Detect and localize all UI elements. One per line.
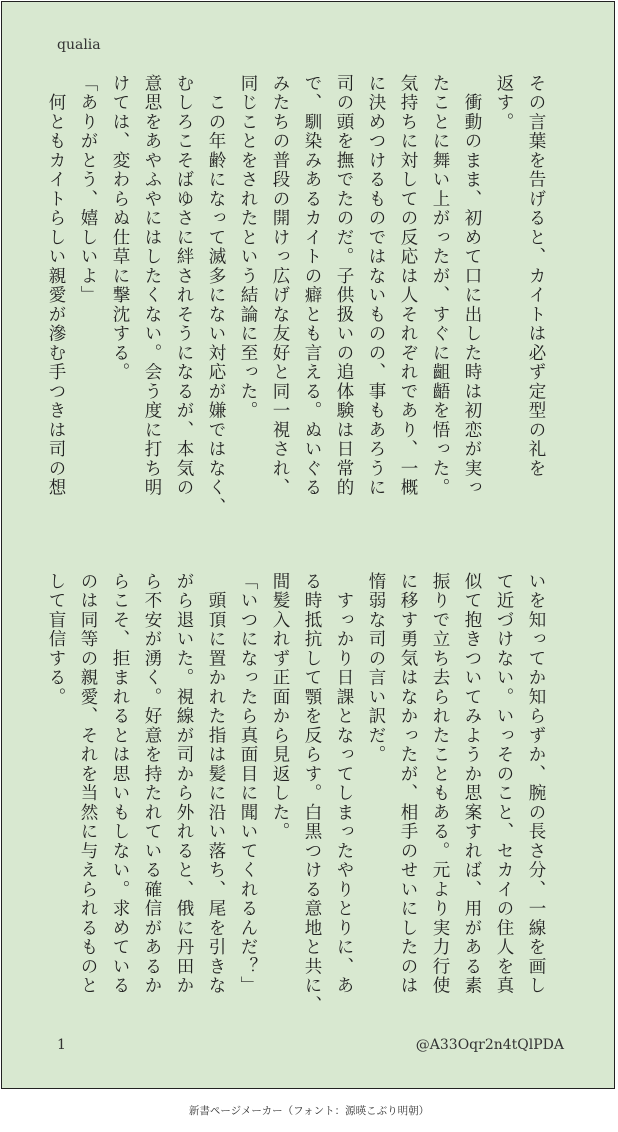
text-line: たことに舞い上がったが、すぐに齟齬を悟った。 bbox=[430, 74, 450, 498]
text-line: ら不安が湧く。好意を持たれている確信があるか bbox=[142, 572, 162, 996]
text-line: 振りで立ち去られたこともある。元より実力行使 bbox=[430, 572, 450, 996]
text-line: る時抵抗して顎を反らす。白黒つける意地と共に、 bbox=[302, 572, 322, 1015]
text-line: けては、変わらぬ仕草に撃沈する。 bbox=[110, 74, 130, 382]
text-line: 「いつになったら真面目に聞いてくれるんだ？」 bbox=[238, 572, 258, 996]
page-header-title: qualia bbox=[57, 37, 101, 53]
text-line: がら退いた。視線が司から外れると、俄に丹田か bbox=[174, 572, 194, 996]
text-line: 惰弱な司の言い訳だ。 bbox=[366, 572, 386, 765]
page-number: 1 bbox=[57, 1037, 66, 1053]
text-line: に決めつけるものではないものの、事もあろうに bbox=[366, 74, 386, 498]
text-line: で、馴染みあるカイトの癖とも言える。ぬいぐる bbox=[302, 74, 322, 498]
book-page bbox=[1, 1, 615, 1089]
text-line: 気持ちに対しての反応は人それぞれであり、一概 bbox=[398, 74, 418, 498]
text-line: 「ありがとう、嬉しいよ」 bbox=[78, 74, 98, 305]
text-line: らこそ、拒まれるとは思いもしない。求めている bbox=[110, 572, 130, 996]
text-line: その言葉を告げると、カイトは必ず定型の礼を bbox=[526, 74, 546, 479]
text-line: 似て抱きついてみようか思案すれば、用がある素 bbox=[462, 572, 482, 996]
text-line: 何ともカイトらしい親愛が滲む手つきは司の想 bbox=[46, 74, 66, 498]
text-line: 同じことをされたという結論に至った。 bbox=[238, 74, 258, 421]
text-line: 意思をあやふやにはしたくない。会う度に打ち明 bbox=[142, 74, 162, 498]
generator-credit: 新書ページメーカー（フォント：源暎こぶり明朝） bbox=[188, 1105, 430, 1117]
text-line: いを知ってか知らずか、腕の長さ分、一線を画し bbox=[526, 572, 546, 996]
text-block-upper bbox=[46, 74, 552, 534]
author-handle: @A33Oqr2n4tQlPDA bbox=[415, 1037, 564, 1053]
text-line: 司の頭を撫でたのだ。子供扱いの追体験は日常的 bbox=[334, 74, 354, 498]
text-line: のは同等の親愛、それを当然に与えられるものと bbox=[78, 572, 98, 996]
text-line: みたちの普段の開けっ広げな友好と同一視され、 bbox=[270, 74, 290, 498]
text-line: 頭頂に置かれた指は髪に沿い落ち、尾を引きな bbox=[206, 572, 226, 996]
text-line: に移す勇気はなかったが、相手のせいにしたのは bbox=[398, 572, 418, 996]
text-line: 衝動のまま、初めて口に出した時は初恋が実っ bbox=[462, 74, 482, 498]
text-block-lower bbox=[46, 572, 552, 1015]
text-line: て近づけない。いっそのこと、セカイの住人を真 bbox=[494, 572, 514, 996]
text-line: 返す。 bbox=[494, 74, 514, 132]
text-line: すっかり日課となってしまったやりとりに、あ bbox=[334, 572, 354, 996]
text-line: この年齢になって滅多にない対応が嫌ではなく、 bbox=[206, 74, 226, 517]
text-line: して盲信する。 bbox=[46, 572, 66, 707]
text-line: むしろこそばゆさに絆されそうになるが、本気の bbox=[174, 74, 194, 498]
text-line: 間髪入れず正面から見返した。 bbox=[270, 572, 290, 842]
